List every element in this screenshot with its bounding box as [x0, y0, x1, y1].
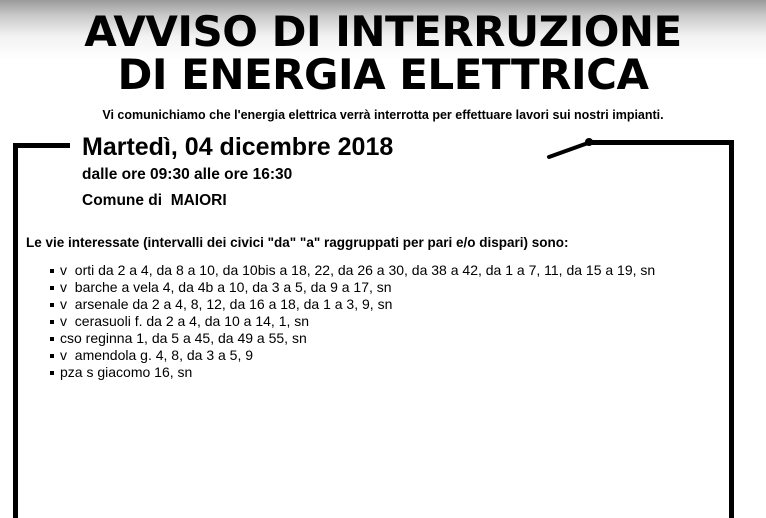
- notice-title-line-1: AVVISO DI INTERRUZIONE: [84, 7, 682, 56]
- street-item: v orti da 2 a 4, da 8 a 10, da 10bis a 18, 22, da 26 a 30, da 38 a 42, da 1 a 7, 11, da 15 a 19, sn: [48, 262, 708, 279]
- frame-left-border: [13, 143, 18, 518]
- frame-top-left-border: [13, 143, 70, 148]
- outage-municipality: Comune di MAIORI: [82, 192, 227, 209]
- street-item: pza s giacomo 16, sn: [48, 364, 708, 381]
- notice-title: [0, 7, 766, 99]
- outage-date: Martedì, 04 dicembre 2018: [82, 133, 394, 161]
- frame-right-border: [729, 140, 734, 518]
- outage-time-range: dalle ore 09:30 alle ore 16:30: [82, 166, 293, 183]
- street-item: cso reginna 1, da 5 a 45, da 49 a 55, sn: [48, 330, 708, 347]
- notice-subtitle: Vi comunichiamo che l'energia elettrica verrà interrotta per effettuare lavori sui nostri impianti.: [102, 108, 664, 122]
- outage-details: [82, 133, 393, 214]
- street-item: v barche a vela 4, da 4b a 10, da 3 a 5, da 9 a 17, sn: [48, 279, 708, 296]
- street-item: v cerasuoli f. da 2 a 4, da 10 a 14, 1, sn: [48, 313, 708, 330]
- street-list: [48, 262, 708, 381]
- switch-lever-icon: [546, 137, 596, 161]
- frame-top-right-border: [588, 140, 734, 145]
- street-item: v amendola g. 4, 8, da 3 a 5, 9: [48, 347, 708, 364]
- notice-title-line-2: DI ENERGIA ELETTRICA: [117, 50, 649, 99]
- streets-heading: Le vie interessate (intervalli dei civici "da" "a" raggruppati per pari e/o dispari) sono:: [26, 235, 569, 250]
- street-item: v arsenale da 2 a 4, 8, 12, da 16 a 18, da 1 a 3, 9, sn: [48, 296, 708, 313]
